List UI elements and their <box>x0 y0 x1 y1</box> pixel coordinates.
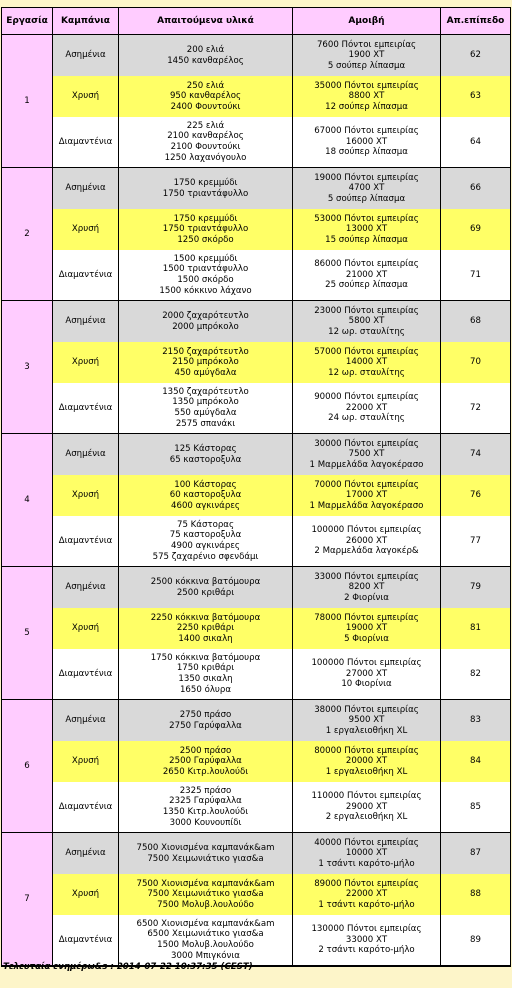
header-task: Εργασία <box>2 8 53 35</box>
required-level: 87 <box>441 833 510 874</box>
reward-line: 1900 ΧΤ <box>348 50 385 61</box>
material-line: 100 Κάστορας <box>174 479 237 490</box>
reward-line: 8800 ΧΤ <box>348 91 385 102</box>
material-line: 225 ελιά <box>186 120 225 131</box>
material-line: 450 αμύγδαλα <box>174 367 237 378</box>
table-row <box>2 250 510 301</box>
material-line: 7500 Χειμωνιάτικο γιασ&a <box>147 853 264 864</box>
reward-line: 110000 Πόντοι εμπειρίας <box>311 791 422 802</box>
header-materials: Απαιτούμενα υλικά <box>119 8 293 35</box>
campaign-tier: Ασημένια <box>53 301 119 342</box>
task-number: 1 <box>2 35 53 168</box>
materials-cell <box>119 383 293 434</box>
required-level: 84 <box>441 741 510 782</box>
reward-line: 12 σούπερ λίπασμα <box>325 101 408 112</box>
materials-cell <box>119 915 293 966</box>
campaign-tier: Ασημένια <box>53 434 119 475</box>
material-line: 950 κανθαρέλος <box>169 91 242 102</box>
reward-line: 13000 ΧΤ <box>345 224 388 235</box>
reward-cell <box>293 383 441 434</box>
task-number: 2 <box>2 168 53 301</box>
campaign-tier: Χρυσή <box>53 608 119 649</box>
reward-line: 12 ωρ. σταυλίτης <box>328 367 405 378</box>
material-line: 3000 Κουνουπίδι <box>169 817 242 828</box>
reward-line: 5 Φιορίνια <box>344 633 389 644</box>
reward-cell <box>293 250 441 301</box>
reward-line: 4700 ΧΤ <box>348 183 385 194</box>
material-line: 1750 κριθάρι <box>176 663 235 674</box>
header-reward: Αμοιβή <box>293 8 441 35</box>
table-row <box>2 741 510 782</box>
header-level: Απ.επίπεδο <box>441 8 510 35</box>
campaign-tier: Διαμαντένια <box>53 383 119 434</box>
campaign-tier: Χρυσή <box>53 874 119 915</box>
required-level: 89 <box>441 915 510 966</box>
reward-line: 16000 ΧΤ <box>345 136 388 147</box>
campaign-tier: Χρυσή <box>53 209 119 250</box>
reward-line: 17000 ΧΤ <box>345 490 388 501</box>
campaign-tier: Ασημένια <box>53 567 119 608</box>
campaign-tier: Ασημένια <box>53 168 119 209</box>
material-line: 1750 κρεμμύδι <box>173 213 238 224</box>
reward-cell <box>293 342 441 383</box>
material-line: 1350 Κιτρ.λουλούδι <box>162 807 249 817</box>
reward-line: 19000 Πόντοι εμπειρίας <box>314 172 419 183</box>
campaign-tier: Ασημένια <box>53 833 119 874</box>
materials-cell <box>119 250 293 301</box>
header-row <box>2 8 510 35</box>
reward-line: 2 Μαρμελάδα λαγοκέρ& <box>314 546 419 557</box>
reward-line: 20000 ΧΤ <box>345 756 388 767</box>
reward-line: 10000 ΧΤ <box>345 848 388 859</box>
material-line: 1450 κανθαρέλος <box>167 55 244 66</box>
material-line: 1500 σκόρδο <box>177 275 234 285</box>
material-line: 1750 κρεμμύδι <box>173 177 238 188</box>
material-line: 75 Κάστορας <box>176 519 234 530</box>
campaign-tier: Διαμαντένια <box>53 782 119 833</box>
material-line: 2750 πράσο <box>179 709 232 720</box>
materials-cell <box>119 833 293 874</box>
material-line: 2325 Γαρύφαλλα <box>169 796 242 807</box>
reward-line: 130000 Πόντοι εμπειρίας <box>311 924 422 935</box>
material-line: 2000 ζαχαρότευτλο <box>162 310 249 321</box>
material-line: 550 αμύγδαλα <box>174 408 237 418</box>
required-level: 82 <box>441 649 510 700</box>
reward-line: 30000 Πόντοι εμπειρίας <box>314 438 419 449</box>
table-row <box>2 301 510 342</box>
materials-cell <box>119 475 293 516</box>
reward-cell <box>293 301 441 342</box>
reward-line: 25 σούπερ λίπασμα <box>325 280 408 291</box>
reward-cell <box>293 475 441 516</box>
task-number: 7 <box>2 833 53 966</box>
campaign-tier: Χρυσή <box>53 76 119 117</box>
required-level: 85 <box>441 782 510 833</box>
reward-line: 38000 Πόντοι εμπειρίας <box>314 704 419 715</box>
table-row <box>2 342 510 383</box>
required-level: 62 <box>441 35 510 76</box>
material-line: 6500 Χειμωνιάτικο γιασ&a <box>147 929 264 940</box>
reward-line: 26000 ΧΤ <box>345 535 388 546</box>
material-line: 2100 Φουντούκι <box>170 142 241 152</box>
table-row <box>2 833 510 874</box>
material-line: 1500 κρεμμύδι <box>173 253 238 264</box>
required-level: 81 <box>441 608 510 649</box>
reward-line: 12 ωρ. σταυλίτης <box>328 326 405 337</box>
table-row <box>2 168 510 209</box>
reward-cell <box>293 209 441 250</box>
campaign-tier: Διαμαντένια <box>53 649 119 700</box>
material-line: 7500 Χιονισμένα καμπανάκ&am <box>136 842 275 853</box>
material-line: 200 ελιά <box>186 44 225 55</box>
material-line: 6500 Χιονισμένα καμπανάκ&am <box>136 918 275 929</box>
materials-cell <box>119 168 293 209</box>
material-line: 1250 σκόρδο <box>177 234 234 245</box>
reward-line: 21000 ΧΤ <box>345 269 388 280</box>
task-number: 3 <box>2 301 53 434</box>
reward-line: 8200 ΧΤ <box>348 582 385 593</box>
required-level: 70 <box>441 342 510 383</box>
reward-line: 1 εργαλειοθήκη XL <box>325 766 408 777</box>
reward-cell <box>293 874 441 915</box>
material-line: 7500 Χιονισμένα καμπανάκ&am <box>136 878 275 889</box>
material-line: 3000 Μπιγκόνια <box>171 950 240 961</box>
reward-cell <box>293 76 441 117</box>
material-line: 1350 σικαλη <box>178 674 233 684</box>
reward-line: 100000 Πόντοι εμπειρίας <box>311 525 422 536</box>
reward-cell <box>293 567 441 608</box>
required-level: 77 <box>441 516 510 567</box>
materials-cell <box>119 741 293 782</box>
reward-line: 2 τσάντι καρότο-μήλο <box>318 945 415 956</box>
campaign-tier: Διαμαντένια <box>53 250 119 301</box>
table-row <box>2 608 510 649</box>
reward-line: 1 τσάντι καρότο-μήλο <box>318 858 415 869</box>
reward-cell <box>293 168 441 209</box>
material-line: 1400 σικαλη <box>178 633 233 644</box>
required-level: 76 <box>441 475 510 516</box>
material-line: 1350 μπρόκολο <box>172 397 239 408</box>
reward-cell <box>293 516 441 567</box>
material-line: 2500 κριθάρι <box>176 587 235 598</box>
reward-line: 29000 ΧΤ <box>345 801 388 812</box>
reward-line: 7600 Πόντοι εμπειρίας <box>316 39 417 50</box>
table-body <box>2 35 510 966</box>
material-line: 65 καστοροξυλα <box>169 454 242 465</box>
reward-line: 57000 Πόντοι εμπειρίας <box>314 346 419 357</box>
reward-line: 67000 Πόντοι εμπειρίας <box>314 126 419 137</box>
materials-cell <box>119 76 293 117</box>
required-level: 64 <box>441 117 510 168</box>
reward-line: 14000 ΧΤ <box>345 357 388 368</box>
material-line: 1650 όλυρα <box>179 684 232 695</box>
material-line: 1750 τριαντάφυλλο <box>162 188 249 199</box>
table-row <box>2 874 510 915</box>
materials-cell <box>119 209 293 250</box>
reward-cell <box>293 608 441 649</box>
reward-line: 78000 Πόντοι εμπειρίας <box>314 612 419 623</box>
reward-cell <box>293 434 441 475</box>
materials-cell <box>119 608 293 649</box>
campaign-tier: Ασημένια <box>53 35 119 76</box>
table-row <box>2 700 510 741</box>
reward-line: 5 σούπερ λίπασμα <box>327 193 406 204</box>
material-line: 75 καστοροξυλα <box>169 530 242 541</box>
material-line: 1500 τριαντάφυλλο <box>162 264 249 275</box>
campaign-tier: Διαμαντένια <box>53 516 119 567</box>
reward-cell <box>293 35 441 76</box>
table-row <box>2 567 510 608</box>
material-line: 4600 αγκινάρες <box>171 500 240 511</box>
reward-line: 15 σούπερ λίπασμα <box>325 234 408 245</box>
reward-line: 86000 Πόντοι εμπειρίας <box>314 259 419 270</box>
reward-line: 33000 Πόντοι εμπειρίας <box>314 571 419 582</box>
last-updated-value: 2014-07-22 10:37:35 (CEST) <box>116 962 253 972</box>
material-line: 2250 κριθάρι <box>176 623 235 634</box>
reward-line: 1 Μαρμελάδα λαγοκέρασο <box>309 459 424 470</box>
table-row <box>2 649 510 700</box>
required-level: 83 <box>441 700 510 741</box>
table-row <box>2 475 510 516</box>
material-line: 2150 μπρόκολο <box>172 357 239 368</box>
reward-cell <box>293 649 441 700</box>
material-line: 125 Κάστορας <box>174 443 237 454</box>
reward-line: 1 τσάντι καρότο-μήλο <box>318 899 415 910</box>
campaign-tier: Διαμαντένια <box>53 117 119 168</box>
reward-line: 40000 Πόντοι εμπειρίας <box>314 837 419 848</box>
material-line: 2100 κανθαρέλος <box>167 131 244 142</box>
campaign-tier: Χρυσή <box>53 475 119 516</box>
reward-line: 5 σούπερ λίπασμα <box>327 60 406 71</box>
material-line: 1750 τριαντάφυλλο <box>162 224 249 235</box>
materials-cell <box>119 567 293 608</box>
reward-line: 2 Φιορίνια <box>344 592 389 603</box>
reward-line: 80000 Πόντοι εμπειρίας <box>314 745 419 756</box>
materials-cell <box>119 301 293 342</box>
table-row <box>2 782 510 833</box>
material-line: 2650 Κιτρ.λουλούδι <box>162 766 249 777</box>
material-line: 2750 Γαρύφαλλα <box>169 720 242 731</box>
task-number: 4 <box>2 434 53 567</box>
reward-line: 53000 Πόντοι εμπειρίας <box>314 213 419 224</box>
header-campaign: Καμπάνια <box>53 8 119 35</box>
table-row <box>2 35 510 76</box>
material-line: 2150 ζαχαρότευτλο <box>162 346 249 357</box>
material-line: 2500 πράσο <box>179 745 232 756</box>
required-level: 79 <box>441 567 510 608</box>
reward-line: 9500 ΧΤ <box>348 715 385 726</box>
materials-cell <box>119 434 293 475</box>
material-line: 1500 Μολυβ.λουλούδο <box>157 940 254 950</box>
last-updated-label: Τελευταία ενημέρω&s : <box>3 962 114 972</box>
table-row <box>2 117 510 168</box>
reward-cell <box>293 117 441 168</box>
table-row <box>2 434 510 475</box>
reward-cell <box>293 915 441 966</box>
last-updated <box>3 962 253 972</box>
table-row <box>2 516 510 567</box>
material-line: 2400 Φουντούκι <box>170 101 241 112</box>
material-line: 1500 κόκκινο λάχανο <box>159 285 252 296</box>
reward-line: 24 ωρ. σταυλίτης <box>328 413 405 424</box>
campaign-tier: Χρυσή <box>53 342 119 383</box>
materials-cell <box>119 35 293 76</box>
campaign-tier: Διαμαντένια <box>53 915 119 966</box>
material-line: 1750 κόκκινα βατόμουρα <box>150 652 261 663</box>
task-number: 5 <box>2 567 53 700</box>
reward-cell <box>293 741 441 782</box>
reward-line: 70000 Πόντοι εμπειρίας <box>314 479 419 490</box>
reward-cell <box>293 833 441 874</box>
required-level: 72 <box>441 383 510 434</box>
campaign-tier: Ασημένια <box>53 700 119 741</box>
required-level: 71 <box>441 250 510 301</box>
task-table <box>1 7 511 967</box>
table-row <box>2 209 510 250</box>
materials-cell <box>119 516 293 567</box>
materials-cell <box>119 649 293 700</box>
reward-line: 35000 Πόντοι εμπειρίας <box>314 80 419 91</box>
reward-line: 19000 ΧΤ <box>345 623 388 634</box>
reward-line: 27000 ΧΤ <box>345 668 388 679</box>
reward-line: 7500 ΧΤ <box>348 449 385 460</box>
required-level: 68 <box>441 301 510 342</box>
reward-line: 22000 ΧΤ <box>345 889 388 900</box>
reward-line: 2 εργαλειοθήκη XL <box>325 812 408 823</box>
reward-cell <box>293 700 441 741</box>
table-row <box>2 76 510 117</box>
table-row <box>2 383 510 434</box>
material-line: 2000 μπρόκολο <box>172 321 239 332</box>
material-line: 2250 κόκκινα βατόμουρα <box>150 612 261 623</box>
material-line: 2500 κόκκινα βατόμουρα <box>150 576 261 587</box>
reward-line: 10 Φιορίνια <box>341 679 392 690</box>
table-row <box>2 915 510 966</box>
campaign-tier: Χρυσή <box>53 741 119 782</box>
material-line: 1250 λαχανόγουλο <box>164 152 247 163</box>
material-line: 7500 Χειμωνιάτικο γιασ&a <box>147 889 264 900</box>
materials-cell <box>119 874 293 915</box>
material-line: 250 ελιά <box>186 80 225 91</box>
required-level: 63 <box>441 76 510 117</box>
reward-line: 18 σούπερ λίπασμα <box>325 147 408 158</box>
reward-line: 5800 ΧΤ <box>348 316 385 327</box>
task-number: 6 <box>2 700 53 833</box>
reward-line: 100000 Πόντοι εμπειρίας <box>311 658 422 669</box>
material-line: 60 καστοροξυλα <box>169 490 242 501</box>
material-line: 1350 ζαχαρότευτλο <box>162 386 249 397</box>
material-line: 2500 Γαρύφαλλα <box>169 756 242 767</box>
material-line: 2325 πράσο <box>179 785 232 796</box>
reward-line: 33000 ΧΤ <box>345 934 388 945</box>
materials-cell <box>119 342 293 383</box>
required-level: 66 <box>441 168 510 209</box>
required-level: 88 <box>441 874 510 915</box>
material-line: 2575 σπανάκι <box>175 418 236 429</box>
reward-line: 1 Μαρμελάδα λαγοκέρασο <box>309 500 424 511</box>
material-line: 575 ζαχαρένιο σφενδάμι <box>152 551 259 562</box>
reward-cell <box>293 782 441 833</box>
materials-cell <box>119 117 293 168</box>
materials-cell <box>119 700 293 741</box>
materials-cell <box>119 782 293 833</box>
required-level: 74 <box>441 434 510 475</box>
reward-line: 23000 Πόντοι εμπειρίας <box>314 305 419 316</box>
required-level: 69 <box>441 209 510 250</box>
reward-line: 89000 Πόντοι εμπειρίας <box>314 878 419 889</box>
reward-line: 1 εργαλειοθήκη XL <box>325 725 408 736</box>
reward-line: 22000 ΧΤ <box>345 402 388 413</box>
material-line: 7500 Μολυβ.λουλούδο <box>157 899 254 910</box>
reward-line: 90000 Πόντοι εμπειρίας <box>314 392 419 403</box>
material-line: 4900 αγκινάρες <box>171 541 240 551</box>
